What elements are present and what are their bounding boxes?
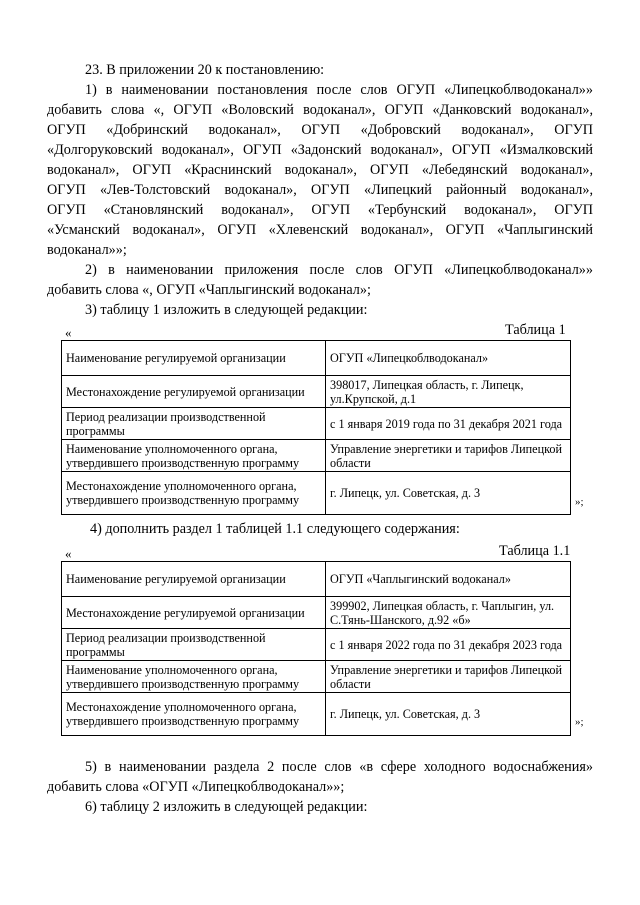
- table-cell: с 1 января 2022 года по 31 декабря 2023 года: [326, 629, 571, 661]
- table-row: [62, 408, 571, 440]
- table-cell: Наименование регулируемой организации: [62, 562, 326, 597]
- table-1: [61, 340, 571, 515]
- table-1-caption: Таблица 1: [505, 322, 566, 338]
- table-cell: 398017, Липецкая область, г. Липецк, ул.Крупской, д.1: [326, 376, 571, 408]
- table-cell: Местонахождение регулируемой организации: [62, 597, 326, 629]
- table-cell: с 1 января 2019 года по 31 декабря 2021 года: [326, 408, 571, 440]
- table-row: [62, 629, 571, 661]
- paragraph-23-heading: 23. В приложении 20 к постановлению:: [85, 62, 325, 78]
- table-cell: Местонахождение уполномоченного органа, утвердившего производственную программу: [62, 472, 326, 515]
- paragraph-1-line: водоканал»»;: [47, 242, 127, 258]
- paragraph-1-line: ОГУП «Становлянский водоканал», ОГУП «Тербунский водоканал», ОГУП: [47, 202, 593, 218]
- table-2: [61, 561, 571, 736]
- paragraph-2-line: 2) в наименовании приложения после слов ОГУП «Липецкоблводоканал»»: [85, 262, 593, 278]
- table-cell: Местонахождение уполномоченного органа, утвердившего производственную программу: [62, 693, 326, 736]
- table-row: [62, 562, 571, 597]
- table-1-close: »;: [575, 496, 584, 508]
- paragraph-1-line: «Усманский водоканал», ОГУП «Хлевенский водоканал», ОГУП «Чаплыгинский: [47, 222, 593, 238]
- table-row: [62, 693, 571, 736]
- paragraph-1-line: добавить слова «, ОГУП «Воловский водоканал», ОГУП «Данковский водоканал»,: [47, 102, 593, 118]
- table-2-close: »;: [575, 716, 584, 728]
- table-cell: Наименование регулируемой организации: [62, 341, 326, 376]
- table-cell: г. Липецк, ул. Советская, д. 3: [326, 472, 571, 515]
- paragraph-3: 3) таблицу 1 изложить в следующей редакции:: [85, 302, 368, 318]
- paragraph-2-line: добавить слова «, ОГУП «Чаплыгинский водоканал»;: [47, 282, 371, 298]
- table-cell: Период реализации производственной программы: [62, 408, 326, 440]
- table-2-open-quote: «: [65, 546, 72, 561]
- table-row: [62, 661, 571, 693]
- table-cell: г. Липецк, ул. Советская, д. 3: [326, 693, 571, 736]
- table-cell: Период реализации производственной программы: [62, 629, 326, 661]
- paragraph-1-line: «Долгоруковский водоканал», ОГУП «Задонский водоканал», ОГУП «Измалковский: [47, 142, 593, 158]
- paragraph-1-line: 1) в наименовании постановления после слов ОГУП «Липецкоблводоканал»»: [85, 82, 593, 98]
- table-row: [62, 597, 571, 629]
- table-row: [62, 472, 571, 515]
- paragraph-5-line: 5) в наименовании раздела 2 после слов «в сфере холодного водоснабжения»: [85, 759, 593, 775]
- paragraph-1-line: ОГУП «Лев-Толстовский водоканал», ОГУП «Липецкий районный водоканал»,: [47, 182, 593, 198]
- table-cell: Местонахождение регулируемой организации: [62, 376, 326, 408]
- table-cell: Управление энергетики и тарифов Липецкой области: [326, 661, 571, 693]
- table-cell: Наименование уполномоченного органа, утвердившего производственную программу: [62, 440, 326, 472]
- paragraph-5-line: добавить слова «ОГУП «Липецкоблводоканал»»;: [47, 779, 345, 795]
- paragraph-6: 6) таблицу 2 изложить в следующей редакции:: [85, 799, 368, 815]
- paragraph-1-line: ОГУП «Добринский водоканал», ОГУП «Добровский водоканал», ОГУП: [47, 122, 593, 138]
- table-cell: Управление энергетики и тарифов Липецкой области: [326, 440, 571, 472]
- table-cell: 399902, Липецкая область, г. Чаплыгин, ул. С.Тянь-Шанского, д.92 «б»: [326, 597, 571, 629]
- table-cell: Наименование уполномоченного органа, утвердившего производственную программу: [62, 661, 326, 693]
- table-row: [62, 440, 571, 472]
- table-cell: ОГУП «Чаплыгинский водоканал»: [326, 562, 571, 597]
- table-cell: ОГУП «Липецкоблводоканал»: [326, 341, 571, 376]
- paragraph-4: 4) дополнить раздел 1 таблицей 1.1 следующего содержания:: [90, 521, 460, 537]
- table-row: [62, 376, 571, 408]
- table-row: [62, 341, 571, 376]
- paragraph-1-line: водоканал», ОГУП «Краснинский водоканал», ОГУП «Лебедянский водоканал»,: [47, 162, 593, 178]
- table-2-caption: Таблица 1.1: [499, 543, 571, 559]
- table-1-open-quote: «: [65, 325, 72, 340]
